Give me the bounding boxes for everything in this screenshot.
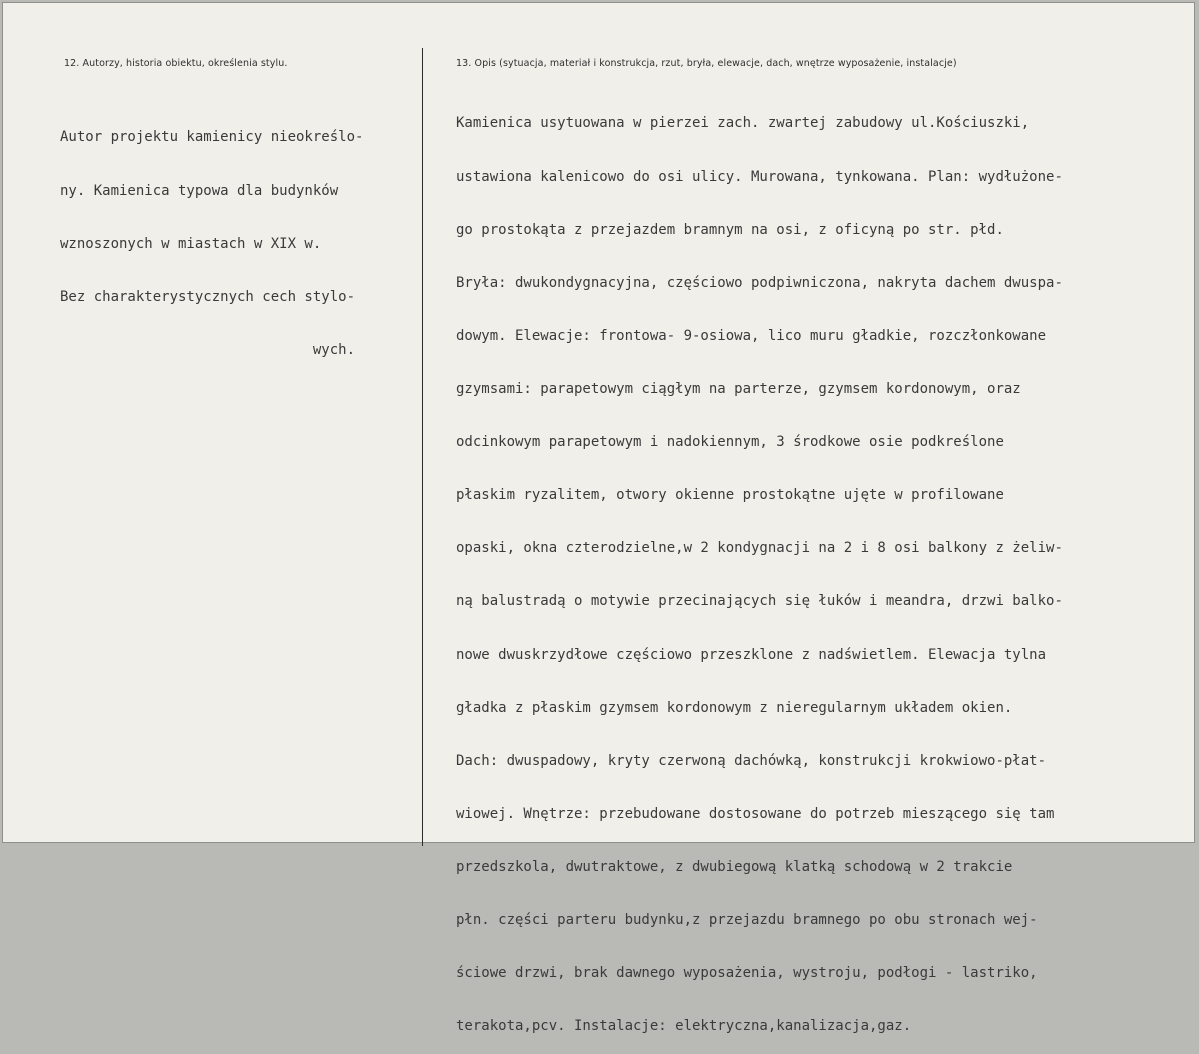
text-line: odcinkowym parapetowym i nadokiennym, 3 środkowe osie podkreślone xyxy=(456,434,1004,451)
text-line: ny. Kamienica typowa dla budynków xyxy=(60,182,339,199)
section-13-heading: 13. Opis (sytuacja, materiał i konstrukcja, rzut, bryła, elewacje, dach, wnętrze wyposażenie, instalacje) xyxy=(456,58,957,69)
text-line: Kamienica usytuowana w pierzei zach. zwartej zabudowy ul.Kościuszki, xyxy=(456,115,1030,132)
text-line: Dach: dwuspadowy, kryty czerwoną dachówką, konstrukcji krokwiowo-płat- xyxy=(456,752,1047,769)
column-divider xyxy=(422,48,423,846)
text-line: gzymsami: parapetowym ciągłym na parterze, gzymsem kordonowym, oraz xyxy=(456,380,1021,397)
text-line: Autor projektu kamienicy nieokreślo- xyxy=(60,129,364,146)
text-line: ściowe drzwi, brak dawnego wyposażenia, wystroju, podłogi - lastriko, xyxy=(456,965,1038,982)
text-line: wiowej. Wnętrze: przebudowane dostosowane do potrzeb mieszącego się tam xyxy=(456,805,1055,822)
text-line: wznoszonych w miastach w XIX w. xyxy=(60,235,322,252)
text-line: ną balustradą o motywie przecinających się łuków i meandra, drzwi balko- xyxy=(456,593,1063,610)
text-line: Bryła: dwukondygnacyjna, częściowo podpiwniczona, nakryta dachem dwuspa- xyxy=(456,274,1063,291)
text-line: wych. xyxy=(60,341,356,358)
text-line: terakota,pcv. Instalacje: elektryczna,kanalizacja,gaz. xyxy=(456,1018,912,1035)
text-line: ustawiona kalenicowo do osi ulicy. Murowana, tynkowana. Plan: wydłużone- xyxy=(456,168,1063,185)
text-line: płn. części parteru budynku,z przejazdu bramnego po obu stronach wej- xyxy=(456,912,1038,929)
section-13-text xyxy=(456,80,1063,1054)
text-line: Bez charakterystycznych cech stylo- xyxy=(60,288,356,305)
text-line: gładka z płaskim gzymsem kordonowym z nieregularnym układem okien. xyxy=(456,699,1013,716)
text-line: przedszkola, dwutraktowe, z dwubiegową klatką schodową w 2 trakcie xyxy=(456,858,1013,875)
section-12-heading: 12. Autorzy, historia obiektu, określenia stylu. xyxy=(64,58,288,69)
section-12-text xyxy=(60,94,363,377)
text-line: płaskim ryzalitem, otwory okienne prostokątne ujęte w profilowane xyxy=(456,487,1004,504)
text-line: go prostokąta z przejazdem bramnym na osi, z oficyną po str. płd. xyxy=(456,221,1004,238)
text-line: opaski, okna czterodzielne,w 2 kondygnacji na 2 i 8 osi balkony z żeliw- xyxy=(456,540,1063,557)
text-line: dowym. Elewacje: frontowa- 9-osiowa, lico muru gładkie, rozczłonkowane xyxy=(456,327,1047,344)
text-line: nowe dwuskrzydłowe częściowo przeszklone z nadświetlem. Elewacja tylna xyxy=(456,646,1047,663)
